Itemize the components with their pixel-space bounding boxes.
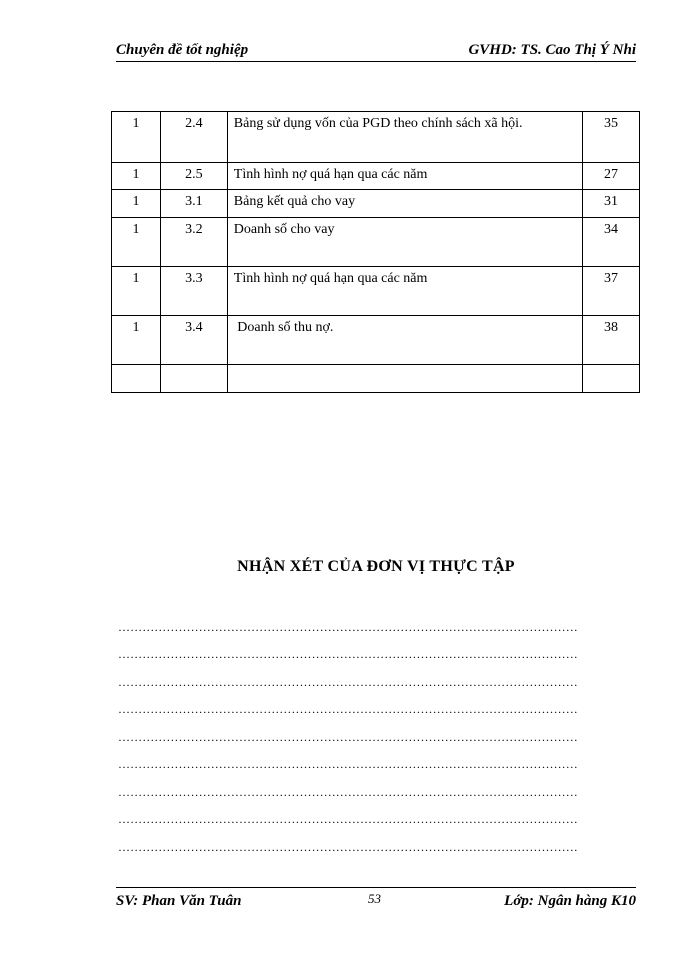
table-row <box>112 190 640 218</box>
header-divider <box>116 61 636 62</box>
table-cell: Tình hình nợ quá hạn qua các năm <box>227 163 582 190</box>
footer-class: Lớp: Ngân hàng K10 <box>504 893 636 909</box>
dotted-line: …………………………………………………………………………………………………… <box>118 674 578 689</box>
dotted-line: …………………………………………………………………………………………………… <box>118 619 578 634</box>
dotted-line: …………………………………………………………………………………………………… <box>118 757 578 771</box>
table-cell: 3.3 <box>160 267 227 316</box>
table-cell: Tình hình nợ quá hạn qua các năm <box>227 267 582 316</box>
section-title: NHẬN XÉT CỦA ĐƠN VỊ THỰC TẬP <box>237 558 515 575</box>
dotted-line: …………………………………………………………………………………………………… <box>118 812 578 826</box>
table-row <box>112 267 640 316</box>
comment-lines <box>118 616 632 864</box>
footer-student: SV: Phan Văn Tuân <box>116 893 242 909</box>
dotted-line: …………………………………………………………………………………………………… <box>118 784 578 799</box>
table-cell: 1 <box>112 218 161 267</box>
table-cell: Bảng kết quả cho vay <box>227 190 582 218</box>
page-header <box>116 42 636 62</box>
table-row <box>112 163 640 190</box>
table-row <box>112 365 640 393</box>
table-cell: 1 <box>112 163 161 190</box>
table-cell: Doanh số thu nợ. <box>227 316 582 365</box>
dotted-line: …………………………………………………………………………………………………… <box>118 729 578 744</box>
header-left-title: Chuyên đề tốt nghiệp <box>116 42 249 58</box>
page-number: 53 <box>368 891 381 906</box>
header-advisor: GVHD: TS. Cao Thị Ý Nhi <box>468 42 636 58</box>
table-cell: 1 <box>112 112 161 163</box>
table-cell: 1 <box>112 316 161 365</box>
table-cell: 27 <box>583 163 640 190</box>
table-row <box>112 112 640 163</box>
dotted-line: …………………………………………………………………………………………………… <box>118 839 578 854</box>
table-cell: 3.2 <box>160 218 227 267</box>
dotted-line: …………………………………………………………………………………………………… <box>118 647 578 661</box>
table-cell: 38 <box>583 316 640 365</box>
table-cell <box>160 365 227 393</box>
footer-divider <box>116 887 636 888</box>
table-cell <box>583 365 640 393</box>
table-list <box>111 111 640 393</box>
table-cell <box>112 365 161 393</box>
table-row <box>112 316 640 365</box>
table-cell: Doanh số cho vay <box>227 218 582 267</box>
table-cell: 2.5 <box>160 163 227 190</box>
page-footer <box>116 891 636 913</box>
table-cell: 3.1 <box>160 190 227 218</box>
table-cell: 37 <box>583 267 640 316</box>
table-cell: Bảng sử dụng vốn của PGD theo chính sách xã hội. <box>227 112 582 163</box>
table-cell: 1 <box>112 190 161 218</box>
dotted-line: …………………………………………………………………………………………………… <box>118 702 578 716</box>
table-row <box>112 218 640 267</box>
table-cell: 35 <box>583 112 640 163</box>
table-cell: 2.4 <box>160 112 227 163</box>
table-cell: 34 <box>583 218 640 267</box>
table-cell: 31 <box>583 190 640 218</box>
table-cell: 1 <box>112 267 161 316</box>
table-cell: 3.4 <box>160 316 227 365</box>
table-cell <box>227 365 582 393</box>
